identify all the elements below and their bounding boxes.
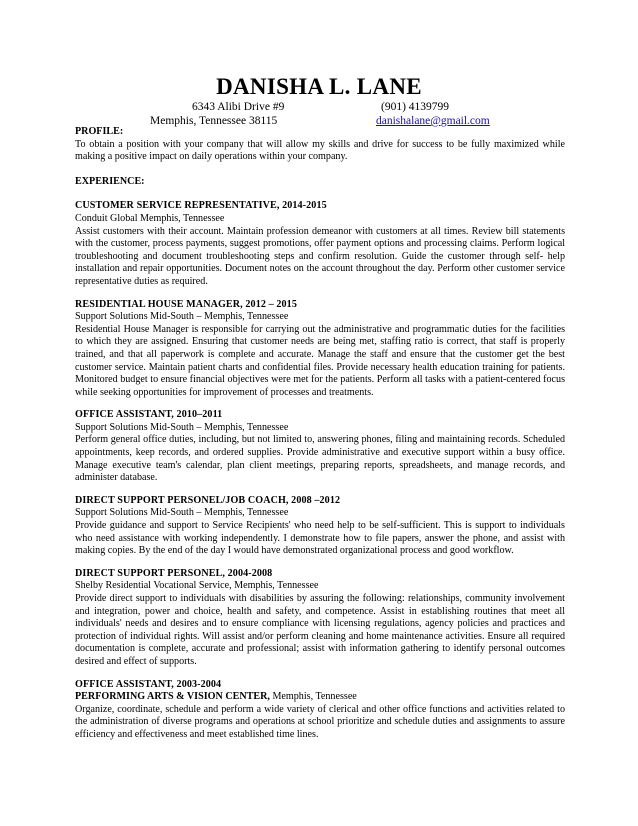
job-entry-5	[75, 568, 565, 669]
job-title: DIRECT SUPPORT PERSONEL, 2004-2008	[75, 567, 273, 579]
job-entry-4	[75, 495, 565, 558]
job-entry-2	[75, 299, 565, 400]
job-organization-name: PERFORMING ARTS & VISION CENTER,	[75, 691, 270, 703]
profile-text: To obtain a position with your company that will allow my skills and drive for success to be fully maximized while making a positive impact on daily operations within your company.	[75, 138, 565, 163]
candidate-name: DANISHA L. LANE	[216, 74, 422, 99]
email-link[interactable]: danishalane@gmail.com	[376, 115, 490, 127]
job-entry-6	[75, 679, 565, 742]
job-organization: Shelby Residential Vocational Service, Memphis, Tennessee	[75, 580, 319, 592]
address-line-2: Memphis, Tennessee 38115	[150, 115, 278, 127]
job-organization-location: Memphis, Tennessee	[269, 691, 357, 703]
job-title: DIRECT SUPPORT PERSONEL/JOB COACH, 2008 –2012	[75, 494, 341, 506]
job-title: RESIDENTIAL HOUSE MANAGER, 2012 – 2015	[75, 298, 297, 310]
job-organization: Support Solutions Mid-South – Memphis, Tennessee	[75, 311, 289, 323]
resume-body	[75, 126, 565, 752]
job-description: Perform general office duties, including, but not limited to, answering phones, filing and maintaining records. Scheduled appointments, keep records, and ordered supplies. Provide administrative and executive support within a busy office. Manage executive team's calendar, plan client meetings, preparing reports, spreadsheets, and manage records, and administer database.	[75, 434, 565, 484]
address-line-1: 6343 Alibi Drive #9	[192, 101, 285, 113]
job-entry-3	[75, 409, 565, 485]
job-organization: Support Solutions Mid-South – Memphis, Tennessee	[75, 507, 289, 519]
profile-heading: PROFILE:	[75, 126, 124, 137]
phone-number: (901) 4139799	[381, 101, 450, 113]
job-description: Organize, coordinate, schedule and perform a wide variety of clerical and other office functions and activities related to the administration of diverse programs and operations at school prioritize and schedule duties and assignments to assure efficiency and effectiveness and meet established time lines.	[75, 703, 565, 740]
job-organization: Support Solutions Mid-South – Memphis, Tennessee	[75, 421, 289, 433]
job-organization: Conduit Global Memphis, Tennessee	[75, 212, 225, 224]
job-description: Provide direct support to individuals with disabilities by assuring the following: relationships, community involvement and integration, power and choice, health and safety, and competence. Assist in establishing routines that meet all individuals' needs and desires and to ensure compliance with licensing regulations, agency policies and practices and protection of individual rights. Will assist and/or perform cleaning and home maintenance activities. Ensure all required documentation is complete, accurate and professional; assist with information gathering to identify personal outcomes desired and effect of supports.	[75, 593, 565, 667]
job-title: OFFICE ASSISTANT, 2010–2011	[75, 409, 223, 421]
job-description: Assist customers with their account. Maintain profession demeanor with customers at all times. Review bill statements with the customer, process payments, suggest promotions, offer payment options and processing claims. Perform logical troubleshooting and document troubleshooting steps and confirm resolution. Guide the customer through self- help installation and repair opportunities. Document notes on the account throughout the day. Perform other customer service representative duties as required.	[75, 225, 565, 287]
job-title: CUSTOMER SERVICE REPRESENTATIVE, 2014-2015	[75, 200, 327, 212]
job-title: OFFICE ASSISTANT, 2003-2004	[75, 678, 222, 690]
job-organization	[75, 691, 565, 704]
experience-heading: EXPERIENCE:	[75, 175, 145, 187]
job-description: Residential House Manager is responsible for carrying out the administrative and programmatic duties for the facilities to which they are assigned. Ensuring that customer needs are being met, staffing ratio is correct, that staff is properly trained, and that all paperwork is complete and accurate. Manage the staff and ensure that the customer get the best customer service. Maintain patient charts and confidential files. Provide necessary health education training for patients. Monitored budget to ensure financial objectives were met for the patients. Perform all tasks with a patient-centered focus while seeking opportunities for improvement of processes and treatments.	[75, 323, 565, 398]
job-description: Provide guidance and support to Service Recipients' who need help to be self-sufficient. This is support to individuals who need assistance with working independently. I demonstrate how to file papers, answer the phone, and assist with making copies. By the end of the day I would have demonstrated organizational process and good workflow.	[75, 520, 565, 557]
job-entry-1	[75, 200, 565, 288]
